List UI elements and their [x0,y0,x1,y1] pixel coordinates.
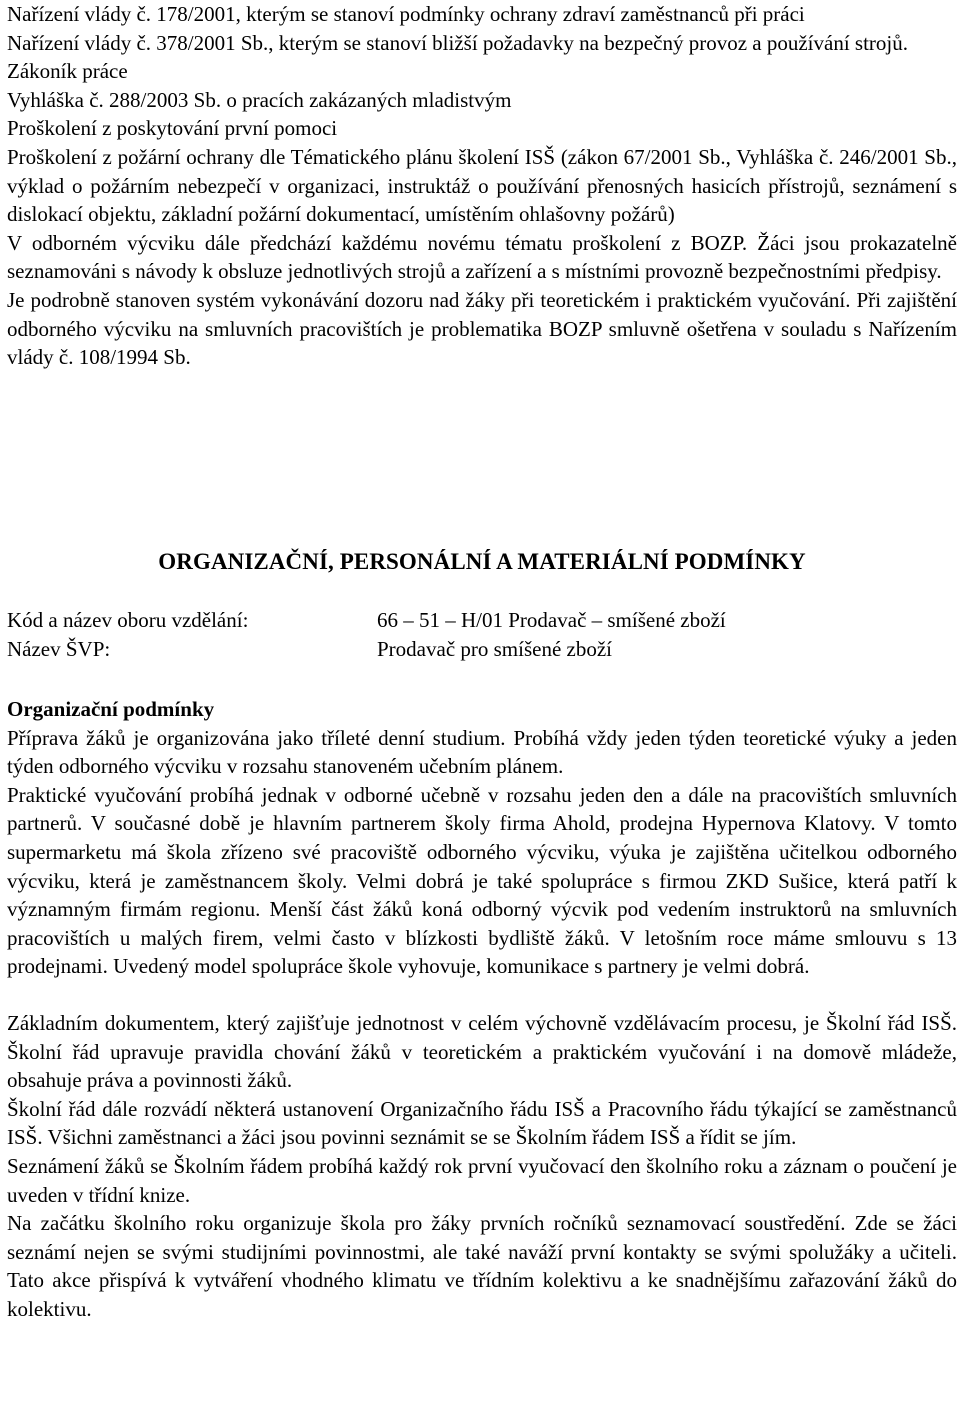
section-title: ORGANIZAČNÍ, PERSONÁLNÍ A MATERIÁLNÍ PODMÍNKY [158,549,806,574]
program-code-value: 66 – 51 – H/01 Prodavač – smíšené zboží [377,608,726,632]
paragraph: Příprava žáků je organizována jako tříleté denní studium. Probíhá vždy jeden týden teoretické výuky a jeden týden odborného výcviku v rozsahu stanoveném učebním plánem. [7,725,957,779]
program-code-row [7,606,957,635]
paragraph: Je podrobně stanoven systém vykonávání dozoru nad žáky při teoretickém i praktickém vyučování. Při zajištění odborného výcviku na smluvních pracovištích je problematika BOZP smluvně ošetřena v souladu s Nařízením vlády č. 108/1994 Sb. [7,287,957,370]
organization-heading: Organizační podmínky [7,697,215,721]
paragraph: Na začátku školního roku organizuje škola pro žáky prvních ročníků seznamovací soustředění. Zde se žáci seznámí nejen se svými studijními povinnostmi, ale také naváží první kontakty se svými spolužáky a učiteli. Tato akce přispívá k vytváření vhodného klimatu ve třídním kolektivu a ke snadnějšímu zařazování žáků do kolektivu. [7,1211,957,1321]
legal-item: Zákoník práce [7,59,128,84]
spacer [7,981,957,1009]
organization-section [7,695,957,1323]
paragraph: V odborném výcviku dále předchází každému novému tématu proškolení z BOZP. Žáci jsou prokazatelně seznamováni s návody k obsluze jednotlivých strojů a zařízení a s místními provozně bezpečnostními předpisy. [7,230,957,284]
program-svp-value: Prodavač pro smíšené zboží [377,637,613,661]
program-info [7,606,957,664]
program-svp-row [7,635,957,664]
legal-item: Proškolení z poskytování první pomoci [7,116,338,141]
paragraph: Praktické vyučování probíhá jednak v odborné učebně v rozsahu jeden den a dále na pracovištích smluvních partnerů. V současné době je hlavním partnerem školy firma Ahold, prodejna Hypernova Klatovy. V tomto supermarketu má škola zřízeno své pracoviště odborného výcviku, výuka je zajištěna učitelkou odborného výcviku, která je zaměstnancem školy. Velmi dobrá je také spolupráce s firmou ZKD Sušice, která patří k významným firmám regionu. Menší část žáků koná odborný výcvik pod vedením instruktorů na smluvních pracovištích u malých firem, velmi často v blízkosti bydliště žáků. V letošním roce máme smlouvu s 13 prodejnami. Uvedený model spolupráce škole vyhovuje, komunikace s partnery je velmi dobrá. [7,782,957,979]
paragraph: Školní řád dále rozvádí některá ustanovení Organizačního řádu ISŠ a Pracovního řádu týkající se zaměstnanců ISŠ. Všichni zaměstnanci a žáci jsou povinni seznámit se se Školním řádem ISŠ a řídit se jím. [7,1096,957,1150]
paragraph: Základním dokumentem, který zajišťuje jednotnost v celém výchovně vzdělávacím procesu, je Školní řád ISŠ. Školní řád upravuje pravidla chování žáků v teoretickém a praktickém vyučování i na domově mládeže, obsahuje práva a povinnosti žáků. [7,1010,957,1093]
legal-item: Vyhláška č. 288/2003 Sb. o pracích zakázaných mladistvým [7,87,512,112]
legal-item: Nařízení vlády č. 178/2001, kterým se stanoví podmínky ochrany zdraví zaměstnanců při práci [7,2,805,26]
legal-item: Nařízení vlády č. 378/2001 Sb., kterým se stanoví bližší požadavky na bezpečný provoz a používání strojů. [7,30,909,55]
legal-list [7,0,957,372]
program-code-label: Kód a název oboru vzdělání: [7,608,249,632]
document-page [7,0,957,1321]
program-svp-label: Název ŠVP: [7,637,111,661]
paragraph: Seznámení žáků se Školním řádem probíhá každý rok první vyučovací den školního roku a záznam o poučení je uveden v třídní knize. [7,1153,957,1207]
legal-item: Proškolení z požární ochrany dle Tématického plánu školení ISŠ (zákon 67/2001 Sb., Vyhláška č. 246/2001 Sb., výklad o požárním nebezpečí v organizaci, instruktáž o používání přenosných hasicích přístrojů, seznámení s dislokací objektu, základní požární dokumentací, umístěním ohlašovny požárů) [7,144,957,227]
